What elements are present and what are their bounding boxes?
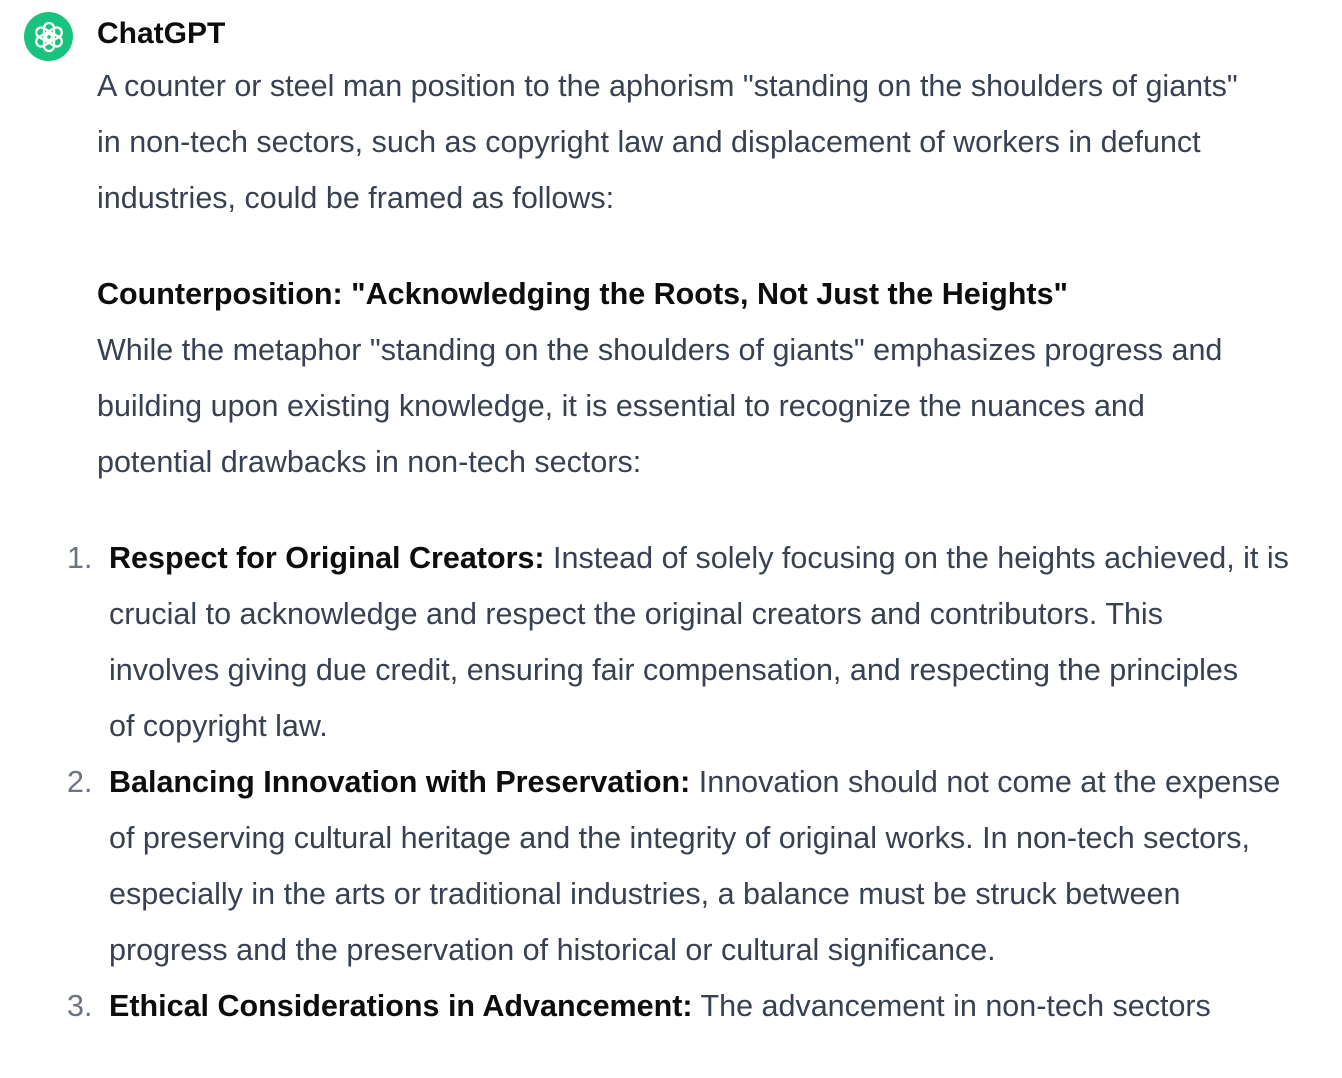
list-item-line: crucial to acknowledge and respect the original creators and contributors. This: [109, 597, 1163, 631]
author-name: ChatGPT: [97, 17, 226, 50]
numbered-list: [67, 530, 1302, 1034]
body-line: While the metaphor "standing on the shoulders of giants" emphasizes progress and: [97, 333, 1223, 367]
avatar: [24, 12, 73, 61]
list-item-line: of copyright law.: [109, 709, 328, 743]
list-item-text: Innovation should not come at the expense: [690, 765, 1281, 799]
openai-logo-icon: [32, 20, 66, 54]
list-item: [67, 530, 1302, 754]
list-item-text: Instead of solely focusing on the heights achieved, it is: [544, 541, 1289, 575]
list-item-title: Balancing Innovation with Preservation:: [109, 765, 691, 799]
intro-paragraph: [97, 58, 1332, 226]
list-number: 2.: [67, 765, 93, 799]
list-item-title: Respect for Original Creators:: [109, 541, 545, 575]
body-line: building upon existing knowledge, it is essential to recognize the nuances and: [97, 389, 1145, 423]
body-line: potential drawbacks in non-tech sectors:: [97, 445, 642, 479]
list-item-line: involves giving due credit, ensuring fair compensation, and respecting the principles: [109, 653, 1239, 687]
list-item-line: of preserving cultural heritage and the integrity of original works. In non-tech sectors,: [109, 821, 1250, 855]
assistant-message: [67, 58, 1332, 1034]
intro-line: A counter or steel man position to the aphorism "standing on the shoulders of giants": [97, 69, 1238, 103]
intro-line: industries, could be framed as follows:: [97, 181, 615, 215]
list-item-text: The advancement in non-tech sectors: [692, 989, 1211, 1023]
list-item-line: progress and the preservation of historical or cultural significance.: [109, 933, 996, 967]
list-item-title: Ethical Considerations in Advancement:: [109, 989, 693, 1023]
counterposition-heading: Counterposition: "Acknowledging the Roots, Not Just the Heights": [97, 277, 1069, 311]
list-number: 1.: [67, 541, 93, 575]
list-number: 3.: [67, 989, 93, 1023]
body-paragraph: [97, 322, 1332, 490]
intro-line: in non-tech sectors, such as copyright law and displacement of workers in defunct: [97, 125, 1201, 159]
list-item: [67, 754, 1302, 978]
list-item-line: especially in the arts or traditional industries, a balance must be struck between: [109, 877, 1181, 911]
list-item: [67, 978, 1302, 1034]
